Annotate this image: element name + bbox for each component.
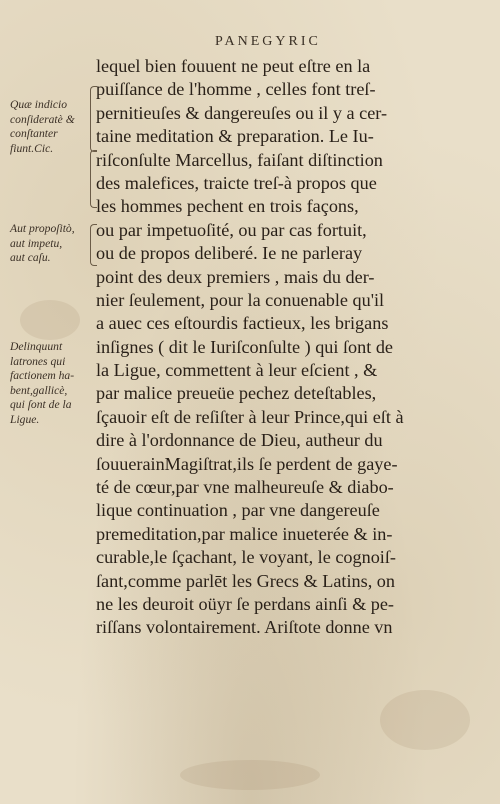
- running-header: PANEGYRIC: [215, 34, 321, 49]
- margin-note-line: Ligue.: [10, 412, 40, 426]
- margin-brace: [90, 86, 97, 152]
- text-line: lequel bien fouuent ne peut eſtre en la: [96, 56, 371, 76]
- text-line: point des deux premiers , mais du der-: [96, 266, 375, 287]
- text-line: nier ſeulement, pour la conuenable qu'il: [96, 289, 385, 310]
- text-line: ne les deuroit oüyr ſe perdans ainſi & pe-: [96, 593, 394, 614]
- margin-note-line: conſideratè &: [10, 112, 75, 126]
- margin-note-line: Aut propoſitò,: [10, 222, 75, 235]
- text-line: inſignes ( dit le Iuriſconſulte ) qui ſont de: [96, 336, 394, 357]
- main-text-block: [96, 55, 478, 640]
- paper-stain: [20, 300, 80, 340]
- margin-brace: [90, 150, 97, 208]
- margin-note-line: fiunt.Cic.: [10, 141, 54, 155]
- text-line: ſant,comme parlēt les Grecs & Latins, on: [96, 570, 395, 591]
- margin-note-line: bent,gallicè,: [10, 383, 68, 397]
- text-line: riſſans volontairement. Ariſtote donne vn: [96, 617, 393, 638]
- text-line: lique continuation , par vne dangereuſe: [96, 500, 380, 521]
- margin-note-line: aut caſu.: [10, 251, 51, 264]
- text-line: des malefices, traicte treſ-à propos que: [96, 172, 377, 193]
- text-line: la Ligue, commettent à leur eſcient , &: [96, 360, 378, 381]
- text-line: té de cœur,par vne malheureuſe & diabo-: [96, 477, 394, 498]
- margin-note-line: Quæ indicio: [10, 98, 68, 111]
- text-line: pernitieuſes & dangereuſes ou il y a cer-: [96, 102, 388, 123]
- text-line: ou de propos deliberé. Ie ne parleray: [96, 243, 363, 264]
- text-line: premeditation,par malice inueterée & in-: [96, 523, 393, 544]
- margin-note-line: conſtanter: [10, 127, 58, 140]
- text-line: par malice preueüe pechez deteſtables,: [96, 383, 377, 404]
- text-line: les hommes pechent en trois façons,: [96, 196, 359, 217]
- margin-note-line: qui ſont de la: [10, 398, 72, 411]
- text-line: puiſſance de l'homme , celles font treſ-: [96, 79, 376, 100]
- text-line: riſconſulte Marcellus, faiſant diſtinction: [96, 149, 383, 170]
- text-line: ſouuerainMagiſtrat,ils ſe perdent de gaye-: [96, 453, 398, 474]
- paper-stain: [380, 690, 470, 750]
- margin-note-line: latrones qui: [10, 354, 66, 368]
- text-line: ſçauoir eſt de reſiſter à leur Prince,qui eſt à: [96, 406, 404, 427]
- text-line: ou par impetuoſité, ou par cas fortuit,: [96, 219, 367, 240]
- margin-note: [10, 340, 105, 427]
- text-line: taine meditation & preparation. Le Iu-: [96, 126, 374, 147]
- margin-note-line: Delinquunt: [10, 340, 63, 353]
- margin-note-line: aut impetu,: [10, 236, 63, 250]
- text-line: dire à l'ordonnance de Dieu, autheur du: [96, 430, 383, 451]
- text-line: curable,le ſçachant, le voyant, le cognoiſ-: [96, 547, 396, 568]
- text-line: a auec ces eſtourdis factieux, les brigans: [96, 313, 389, 334]
- margin-brace: [90, 224, 97, 266]
- margin-note-line: factionem ha-: [10, 369, 75, 382]
- paper-stain: [180, 760, 320, 790]
